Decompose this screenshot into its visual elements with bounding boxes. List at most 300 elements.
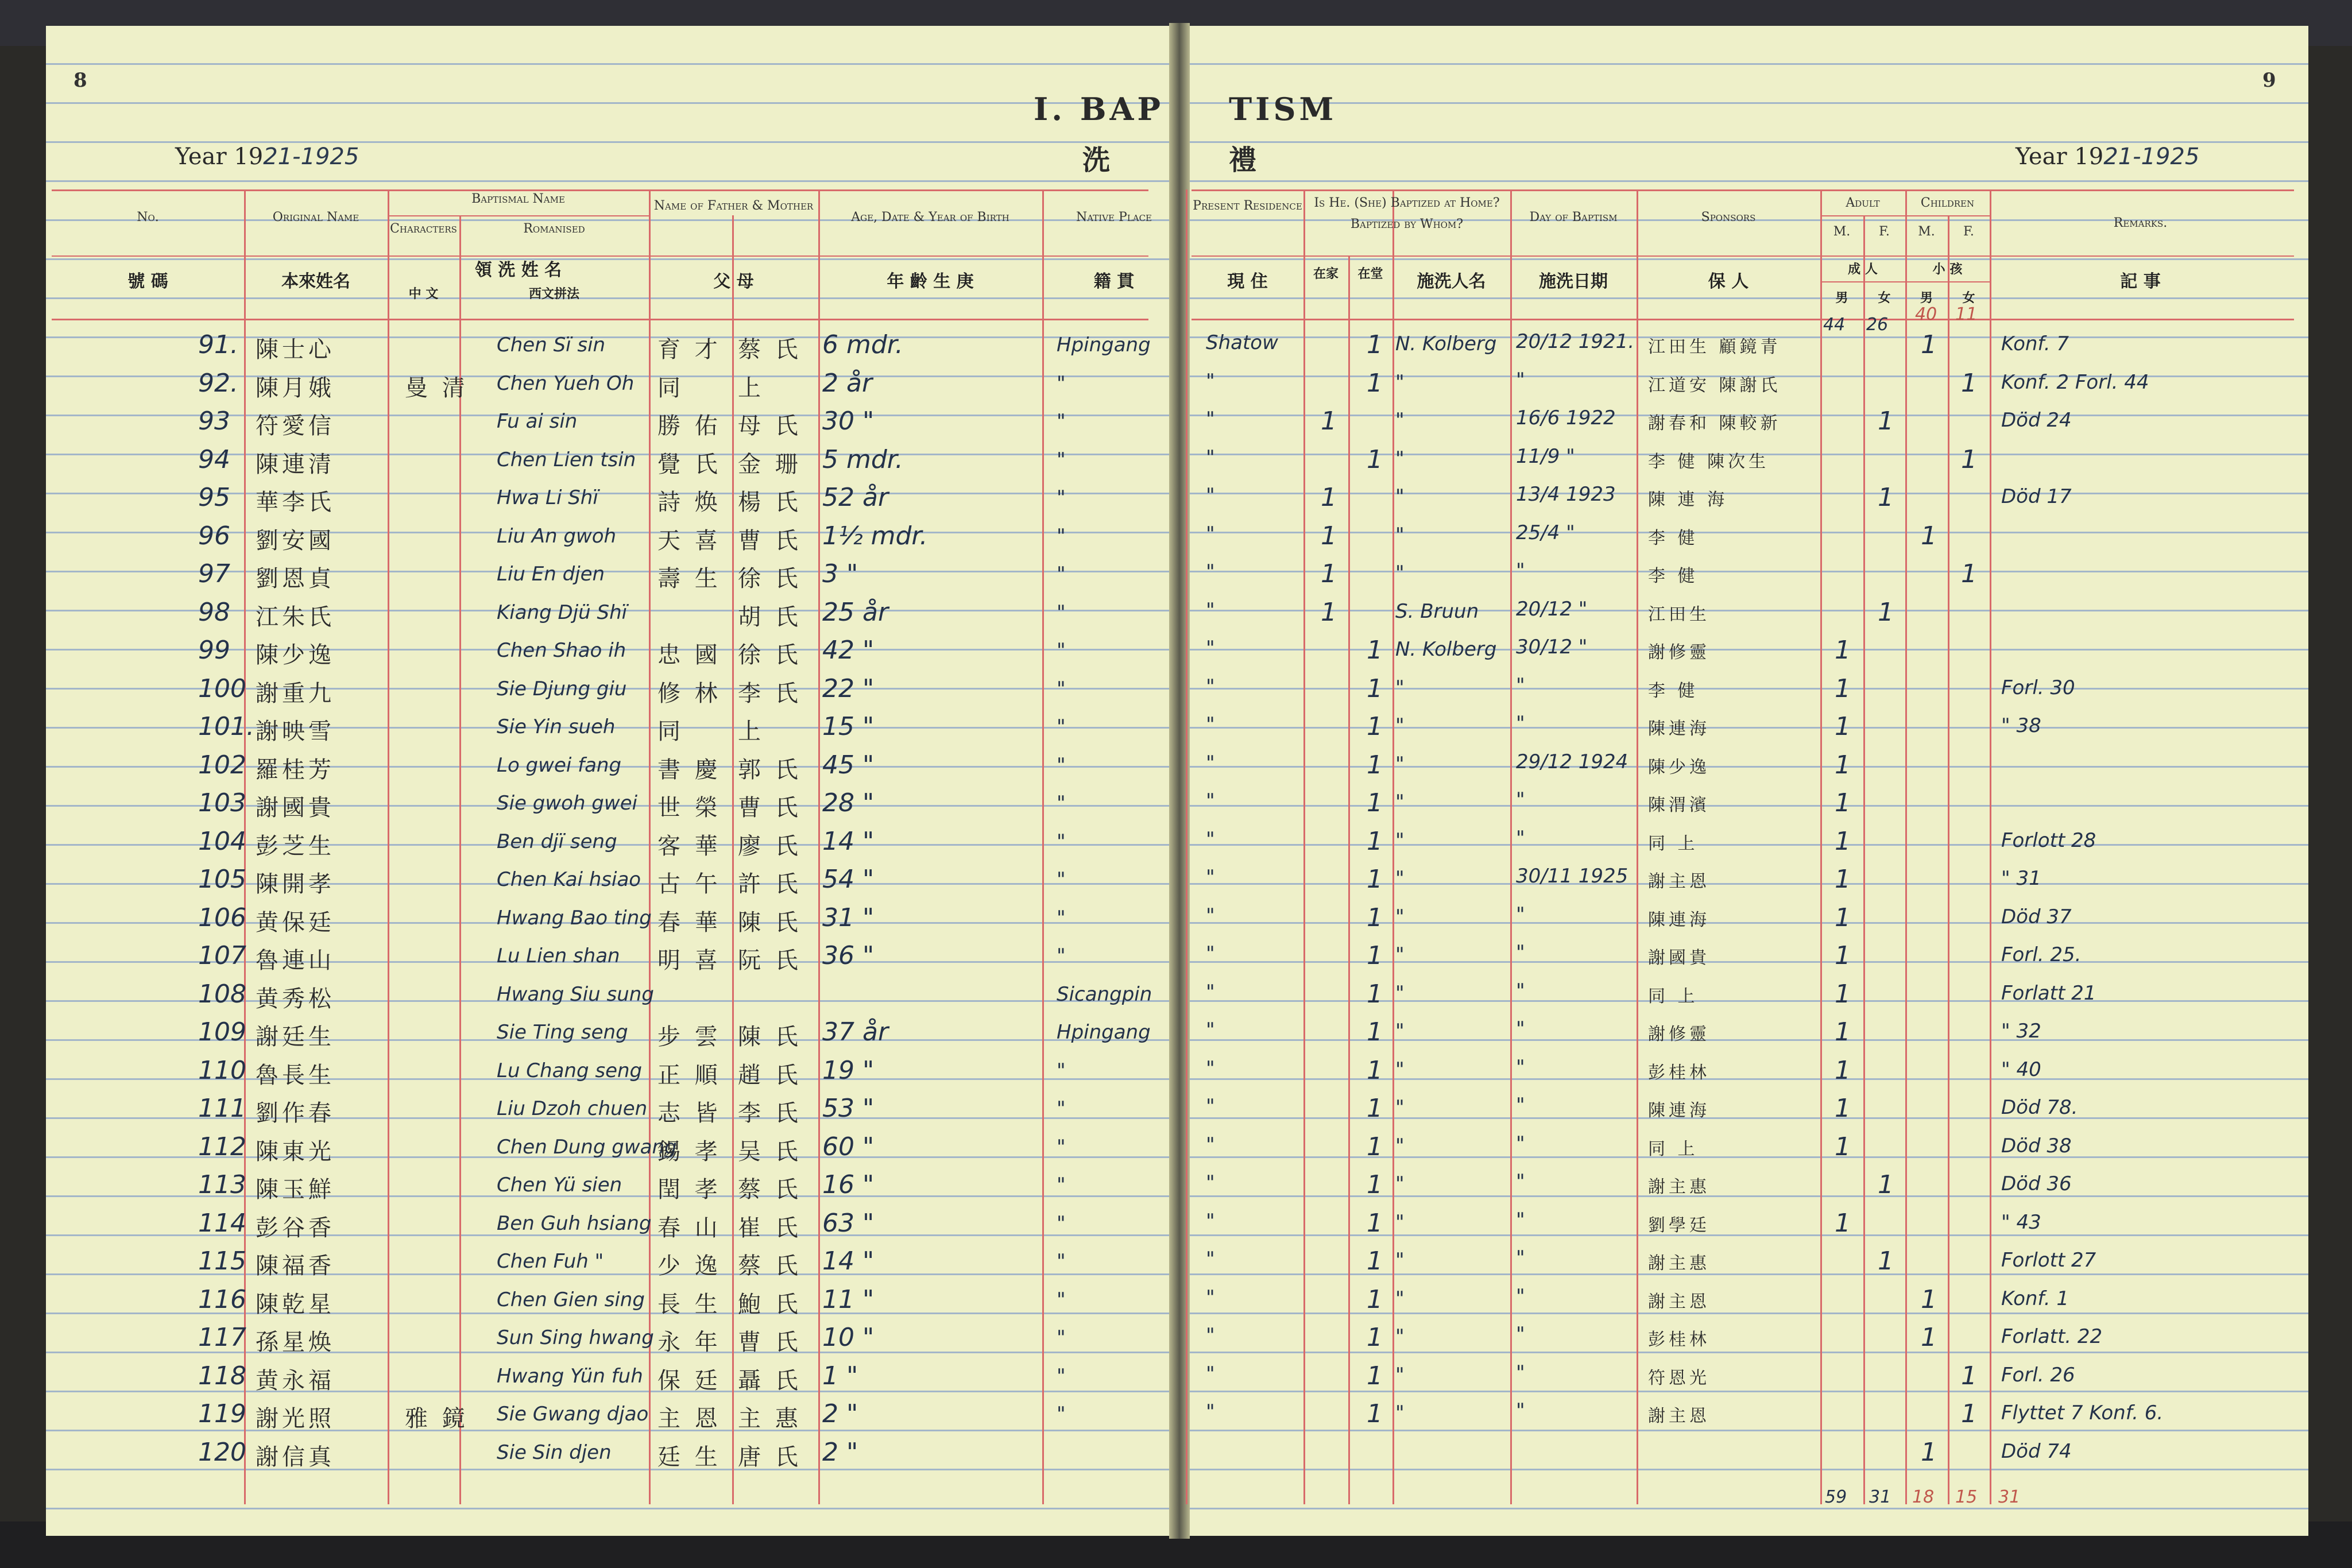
row-original-name: 彭谷香 (256, 1214, 335, 1241)
header-adult-f: F. (1879, 224, 1890, 239)
row-adult-female: 1 (1878, 406, 1894, 436)
row-present-residence: " (1206, 980, 1215, 1004)
header-cn-sponsors: 保 人 (1708, 272, 1749, 292)
row-number: 120 (198, 1437, 246, 1467)
row-baptism-date: " (1516, 1284, 1525, 1308)
header-cn-children: 小 孩 (1932, 262, 1963, 277)
row-remarks: Död 24 (2001, 409, 2072, 432)
row-baptized-by: " (1395, 1363, 1405, 1387)
title-left: I. BAP (1034, 91, 1165, 127)
row-baptism-date: " (1516, 559, 1525, 582)
row-native-place: " (1057, 1403, 1066, 1426)
header-sponsors: Sponsors (1701, 210, 1756, 224)
row-child-female: 1 (1961, 444, 1977, 474)
row-father: 同 (657, 718, 684, 745)
header-romanised: Romanised (523, 222, 585, 236)
row-child-female: 1 (1961, 1361, 1977, 1391)
row-father: 少 逸 (657, 1253, 721, 1279)
row-original-name: 謝信真 (256, 1443, 335, 1470)
row-mother: 聶 氏 (738, 1367, 802, 1394)
row-father: 天 喜 (657, 527, 721, 554)
row-present-residence: " (1206, 1209, 1215, 1233)
row-child-male: 1 (1921, 521, 1937, 551)
row-baptized-church: 1 (1367, 1017, 1383, 1047)
row-baptismal-romanised: Liu Dzoh chuen (497, 1097, 648, 1120)
row-original-name: 劉作春 (256, 1100, 335, 1126)
row-native-place: " (1057, 715, 1066, 738)
row-sponsors: 陳連海 (1648, 909, 1710, 930)
row-original-name: 劉安國 (256, 527, 335, 554)
row-baptism-date: 16/6 1922 (1516, 406, 1616, 429)
row-father: 閏 孝 (657, 1176, 721, 1203)
row-baptized-by: " (1395, 714, 1405, 737)
row-number: 117 (198, 1323, 246, 1352)
row-remarks: Forlatt. 22 (2001, 1325, 2103, 1348)
row-native-place: " (1057, 1364, 1066, 1388)
rule-vertical (388, 189, 389, 1504)
row-child-male: 1 (1921, 330, 1937, 359)
left-page-number: 8 (74, 69, 87, 92)
row-original-name: 謝重九 (256, 680, 335, 707)
row-original-name: 陳士心 (256, 336, 335, 363)
header-cn-native: 籍 貫 (1093, 272, 1135, 292)
row-age: 30 " (822, 406, 875, 436)
year-label-left: Year 19 (175, 144, 264, 170)
row-baptism-date: " (1516, 979, 1525, 1002)
row-baptism-date: " (1516, 941, 1525, 964)
row-father: 同 (657, 374, 684, 401)
row-baptism-date: " (1516, 1094, 1525, 1117)
row-native-place: " (1057, 563, 1066, 586)
row-number: 101. (198, 712, 254, 741)
row-mother: 廖 氏 (738, 833, 802, 860)
row-child-male: 1 (1921, 1437, 1937, 1467)
row-original-name: 羅桂芳 (256, 756, 335, 783)
row-present-residence: " (1206, 866, 1215, 889)
rule-vertical (459, 215, 461, 1504)
year-right (2016, 144, 2199, 170)
row-baptized-home: 1 (1321, 406, 1337, 436)
row-mother: 許 氏 (738, 871, 802, 897)
row-baptized-by: " (1395, 447, 1405, 470)
rule-vertical (1303, 189, 1305, 1504)
header-cn-no: 號 碼 (127, 272, 168, 292)
row-baptism-date: " (1516, 673, 1525, 697)
row-father: 忠 國 (657, 642, 721, 668)
row-remarks: Flyttet 7 Konf. 6. (2001, 1401, 2164, 1424)
row-native-place: " (1057, 906, 1066, 930)
row-baptism-date: 29/12 1924 (1516, 750, 1628, 773)
row-present-residence: " (1206, 1362, 1215, 1385)
row-age: 1½ mdr. (822, 521, 928, 551)
row-baptismal-characters: 曼 清 (405, 374, 469, 401)
row-baptized-by: " (1395, 791, 1405, 814)
row-baptized-by: " (1395, 523, 1405, 547)
row-mother: 母 氏 (738, 413, 802, 439)
row-mother: 曹 氏 (738, 795, 802, 821)
row-original-name: 謝映雪 (256, 718, 335, 745)
row-adult-male: 1 (1835, 750, 1851, 780)
row-present-residence: Shatow (1206, 331, 1278, 354)
row-number: 105 (198, 865, 246, 894)
row-mother: 蔡 氏 (738, 336, 802, 363)
row-original-name: 謝國貴 (256, 795, 335, 821)
row-baptized-home: 1 (1321, 559, 1337, 589)
row-remarks: Död 74 (2001, 1439, 2072, 1463)
row-baptismal-romanised: Sie Gwang djao (497, 1403, 649, 1426)
row-adult-female: 1 (1878, 597, 1894, 627)
row-baptized-by: " (1395, 409, 1405, 432)
rule-vertical (1392, 189, 1394, 1504)
row-baptized-church: 1 (1367, 712, 1383, 741)
row-native-place: " (1057, 1288, 1066, 1311)
row-mother: 郭 氏 (738, 756, 802, 783)
total-children-f: 15 (1955, 1487, 1978, 1507)
row-number: 118 (198, 1361, 246, 1391)
row-number: 94 (198, 444, 230, 474)
row-baptismal-romanised: Lu Chang seng (497, 1059, 643, 1082)
row-baptismal-romanised: Lu Lien shan (497, 944, 620, 967)
row-sponsors: 同 上 (1648, 1139, 1699, 1159)
right-page (1183, 26, 2308, 1536)
row-baptism-date: " (1516, 368, 1525, 392)
rule-vertical (1820, 189, 1822, 1504)
row-child-female: 1 (1961, 1399, 1977, 1428)
row-original-name: 陳連清 (256, 451, 335, 478)
row-native-place: " (1057, 1174, 1066, 1197)
row-age: 52 år (822, 483, 889, 512)
right-page-number: 9 (2262, 69, 2276, 92)
row-adult-male: 1 (1835, 941, 1851, 970)
row-baptism-date: 25/4 " (1516, 521, 1575, 544)
row-remarks: " 31 (2001, 867, 2041, 890)
row-number: 102 (198, 750, 246, 780)
row-number: 91. (198, 330, 238, 359)
row-mother: 蔡 氏 (738, 1253, 802, 1279)
row-sponsors: 謝主惠 (1648, 1177, 1710, 1197)
row-father: 廷 生 (657, 1443, 721, 1470)
year-hand-right: 21-1925 (2103, 144, 2200, 170)
row-age: 60 " (822, 1132, 875, 1162)
row-father: 志 皆 (657, 1100, 721, 1126)
row-adult-male: 1 (1835, 788, 1851, 818)
row-baptized-church: 1 (1367, 788, 1383, 818)
row-number: 99 (198, 636, 230, 665)
row-age: 5 mdr. (822, 444, 903, 474)
header-cn-children-female: 女 (1962, 291, 1975, 305)
row-baptismal-romanised: Sie Sin djen (497, 1441, 612, 1464)
row-number: 109 (198, 1017, 246, 1047)
row-age: 2 " (822, 1399, 858, 1428)
row-mother: 金 珊 (738, 451, 802, 478)
row-baptism-date: " (1516, 1208, 1525, 1232)
row-baptismal-romanised: Liu En djen (497, 563, 605, 586)
row-native-place: " (1057, 639, 1066, 662)
row-mother: 陳 氏 (738, 909, 802, 936)
row-adult-male: 1 (1835, 1132, 1851, 1162)
row-baptismal-romanised: Chen Lien tsin (497, 448, 636, 471)
row-baptized-by: " (1395, 1325, 1405, 1348)
row-father: 古 午 (657, 871, 721, 897)
header-age: Age, Date & Year of Birth (851, 210, 1009, 224)
row-remarks: Forlatt 21 (2001, 981, 2096, 1005)
row-present-residence: " (1206, 675, 1215, 698)
carry-children-m: 40 (1915, 304, 1937, 324)
row-age: 31 " (822, 903, 875, 932)
row-adult-male: 1 (1835, 1208, 1851, 1238)
row-age: 54 " (822, 865, 875, 894)
header-day-of-baptism: Day of Baptism (1529, 210, 1618, 224)
row-baptism-date: " (1516, 1170, 1525, 1193)
row-native-place: " (1057, 601, 1066, 624)
row-original-name: 黄保廷 (256, 909, 335, 936)
row-baptismal-romanised: Hwa Li Shï (497, 486, 598, 509)
row-remarks: Konf. 2 Forl. 44 (2001, 370, 2149, 394)
row-father: 春 山 (657, 1214, 721, 1241)
row-child-male: 1 (1921, 1284, 1937, 1314)
header-cn-adult-male: 男 (1835, 291, 1848, 305)
carry-adult-f: 26 (1866, 315, 1889, 335)
row-sponsors: 陳連海 (1648, 1101, 1710, 1121)
row-native-place: " (1057, 524, 1066, 548)
header-remarks: Remarks. (2113, 216, 2168, 230)
total-children-m: 18 (1912, 1487, 1935, 1507)
row-original-name: 陳月娥 (256, 374, 335, 401)
row-remarks: Död 37 (2001, 905, 2072, 928)
row-mother: 唐 氏 (738, 1443, 802, 1470)
row-adult-male: 1 (1835, 903, 1851, 932)
row-original-name: 符愛信 (256, 413, 335, 439)
row-adult-female: 1 (1878, 1170, 1894, 1199)
row-baptized-by: " (1395, 943, 1405, 966)
row-age: 15 " (822, 712, 875, 741)
row-baptismal-romanised: Chen Fuh " (497, 1250, 604, 1273)
row-father: 詩 焕 (657, 489, 721, 516)
rule-vertical (1510, 189, 1512, 1504)
row-native-place: Hpingang (1057, 1021, 1151, 1044)
row-baptized-by: " (1395, 1058, 1405, 1081)
row-mother: 陳 氏 (738, 1024, 802, 1050)
rule-horizontal (1192, 319, 2294, 320)
row-baptized-church: 1 (1367, 1284, 1383, 1314)
row-sponsors: 謝修靈 (1648, 1024, 1710, 1044)
row-sponsors: 江田生 顧鏡青 (1648, 337, 1781, 357)
header-cn-adult-female: 女 (1878, 291, 1891, 305)
row-baptismal-romanised: Chen Dung gwang (497, 1135, 677, 1159)
row-baptized-by: N. Kolberg (1395, 332, 1497, 355)
row-number: 92. (198, 368, 238, 398)
rule-vertical (1990, 189, 1991, 1504)
row-remarks: Forl. 25. (2001, 943, 2082, 966)
row-remarks: Konf. 7 (2001, 332, 2069, 355)
row-present-residence: " (1206, 827, 1215, 851)
row-sponsors: 陳渭濱 (1648, 795, 1710, 815)
row-number: 108 (198, 979, 246, 1009)
row-present-residence: " (1206, 1286, 1215, 1309)
row-number: 113 (198, 1170, 246, 1199)
row-original-name: 陳開孝 (256, 871, 335, 897)
row-native-place: " (1057, 371, 1066, 395)
row-age: 53 " (822, 1094, 875, 1123)
row-number: 119 (198, 1399, 246, 1428)
row-remarks: Död 36 (2001, 1172, 2072, 1195)
row-mother: 趙 氏 (738, 1062, 802, 1089)
title-cn-right: 禮 (1229, 144, 1257, 176)
row-native-place: " (1057, 944, 1066, 967)
row-father: 壽 生 (657, 566, 721, 592)
row-present-residence: " (1206, 751, 1215, 775)
row-baptized-by: " (1395, 562, 1405, 584)
row-father: 長 生 (657, 1291, 721, 1318)
row-baptism-date: 30/11 1925 (1516, 865, 1628, 888)
row-baptized-church: 1 (1367, 979, 1383, 1009)
row-father: 主 恩 (657, 1406, 721, 1432)
row-original-name: 黄永福 (256, 1367, 335, 1394)
row-baptism-date: 13/4 1923 (1516, 483, 1616, 506)
row-sponsors: 陳連海 (1648, 719, 1710, 739)
header-cn-original: 本來姓名 (281, 272, 350, 292)
row-mother: 吴 氏 (738, 1138, 802, 1165)
row-sponsors: 謝主惠 (1648, 1253, 1710, 1273)
row-present-residence: " (1206, 1095, 1215, 1118)
row-baptism-date: " (1516, 903, 1525, 926)
header-original-name: Original Name (272, 210, 359, 224)
row-remarks: Forl. 30 (2001, 676, 2075, 699)
row-remarks: Forl. 26 (2001, 1363, 2075, 1387)
row-baptized-church: 1 (1367, 1361, 1383, 1391)
row-present-residence: " (1206, 446, 1215, 469)
row-baptized-home: 1 (1321, 521, 1337, 551)
row-age: 2 år (822, 368, 873, 398)
row-baptized-by: " (1395, 867, 1405, 890)
row-baptized-church: 1 (1367, 865, 1383, 894)
row-mother: 楊 氏 (738, 489, 802, 516)
row-age: 3 " (822, 559, 858, 589)
row-baptism-date: " (1516, 826, 1525, 850)
row-baptismal-romanised: Sie Yin sueh (497, 715, 616, 738)
row-baptized-by: N. Kolberg (1395, 638, 1497, 661)
row-native-place: " (1057, 830, 1066, 853)
rule-vertical (818, 189, 820, 1504)
row-baptized-by: " (1395, 1134, 1405, 1157)
row-baptism-date: 20/12 " (1516, 597, 1588, 621)
row-father: 永 年 (657, 1329, 721, 1356)
header-cn-church: 在堂 (1357, 266, 1383, 281)
row-mother: 李 氏 (738, 680, 802, 707)
row-mother: 上 (738, 718, 764, 745)
row-baptismal-romanised: Sun Sing hwang (497, 1326, 654, 1349)
row-original-name: 謝光照 (256, 1406, 335, 1432)
rule-vertical (1905, 189, 1907, 1504)
row-adult-male: 1 (1835, 712, 1851, 741)
row-baptism-date: " (1516, 1132, 1525, 1155)
total-adult-m: 59 (1825, 1487, 1847, 1507)
row-baptism-date: " (1516, 1246, 1525, 1269)
row-age: 37 år (822, 1017, 889, 1047)
row-baptism-date: " (1516, 1323, 1525, 1346)
title-right: TISM (1229, 91, 1337, 127)
row-baptismal-romanised: Sie Djung giu (497, 677, 627, 700)
row-age: 1 " (822, 1361, 858, 1391)
row-native-place: " (1057, 1250, 1066, 1273)
row-baptized-by: " (1395, 676, 1405, 699)
header-children-m: M. (1918, 224, 1935, 239)
rule-vertical (1348, 255, 1350, 1504)
year-hand-left: 21-1925 (263, 144, 359, 170)
row-baptismal-romanised: Hwang Yün fuh (497, 1364, 643, 1388)
row-baptized-by: " (1395, 752, 1405, 776)
row-remarks: Konf. 1 (2001, 1287, 2069, 1310)
row-age: 28 " (822, 788, 875, 818)
row-sponsors: 同 上 (1648, 986, 1699, 1006)
row-baptized-church: 1 (1367, 1208, 1383, 1238)
row-baptism-date: 20/12 1921. (1516, 330, 1635, 353)
row-remarks: Forlott 28 (2001, 828, 2096, 852)
row-adult-male: 1 (1835, 636, 1851, 665)
row-age: 25 år (822, 597, 889, 627)
row-age: 14 " (822, 1246, 875, 1276)
row-age: 22 " (822, 673, 875, 703)
row-sponsors: 符恩光 (1648, 1368, 1710, 1388)
row-baptismal-romanised: Lo gwei fang (497, 753, 622, 777)
row-number: 104 (198, 826, 246, 856)
row-age: 2 " (822, 1437, 858, 1467)
header-cn-baptismal: 領 洗 姓 名 (474, 260, 562, 280)
row-age: 11 " (822, 1284, 875, 1314)
row-age: 42 " (822, 636, 875, 665)
row-baptized-by: " (1395, 370, 1405, 394)
row-adult-male: 1 (1835, 865, 1851, 894)
row-native-place: " (1057, 1326, 1066, 1349)
row-baptismal-romanised: Ben djï seng (497, 830, 617, 853)
row-number: 114 (198, 1208, 246, 1238)
row-original-name: 陳玉鮮 (256, 1176, 335, 1203)
row-sponsors: 謝主恩 (1648, 1406, 1710, 1426)
row-number: 106 (198, 903, 246, 932)
header-baptized-at: Is He. (She) Baptized at Home? Baptized by Whom? (1314, 196, 1500, 232)
row-original-name: 魯連山 (256, 947, 335, 974)
row-baptized-home: 1 (1321, 483, 1337, 512)
row-present-residence: " (1206, 408, 1215, 431)
row-sponsors: 謝修靈 (1648, 642, 1710, 663)
row-present-residence: " (1206, 1019, 1215, 1042)
header-no: No. (137, 210, 159, 224)
row-number: 96 (198, 521, 230, 551)
row-baptized-church: 1 (1367, 941, 1383, 970)
row-remarks: Död 78. (2001, 1096, 2078, 1119)
row-present-residence: " (1206, 560, 1215, 583)
header-cn-parents: 父 母 (713, 272, 754, 292)
row-sponsors: 李 健 (1648, 680, 1699, 701)
row-baptized-by: " (1395, 1172, 1405, 1195)
row-number: 103 (198, 788, 246, 818)
row-baptized-church: 1 (1367, 330, 1383, 359)
row-number: 115 (198, 1246, 246, 1276)
row-sponsors: 李 健 陳次生 (1648, 451, 1770, 472)
row-sponsors: 謝主恩 (1648, 872, 1710, 892)
row-baptismal-romanised: Chen Shao ih (497, 639, 626, 662)
row-sponsors: 彭桂林 (1648, 1330, 1710, 1350)
row-present-residence: " (1206, 637, 1215, 660)
row-sponsors: 謝國貴 (1648, 948, 1710, 968)
row-age: 45 " (822, 750, 875, 780)
header-characters: Characters (390, 222, 457, 236)
row-age: 19 " (822, 1055, 875, 1085)
row-native-place: " (1057, 1059, 1066, 1082)
row-present-residence: " (1206, 369, 1215, 393)
row-adult-male: 1 (1835, 1094, 1851, 1123)
row-baptized-by: " (1395, 1401, 1405, 1424)
